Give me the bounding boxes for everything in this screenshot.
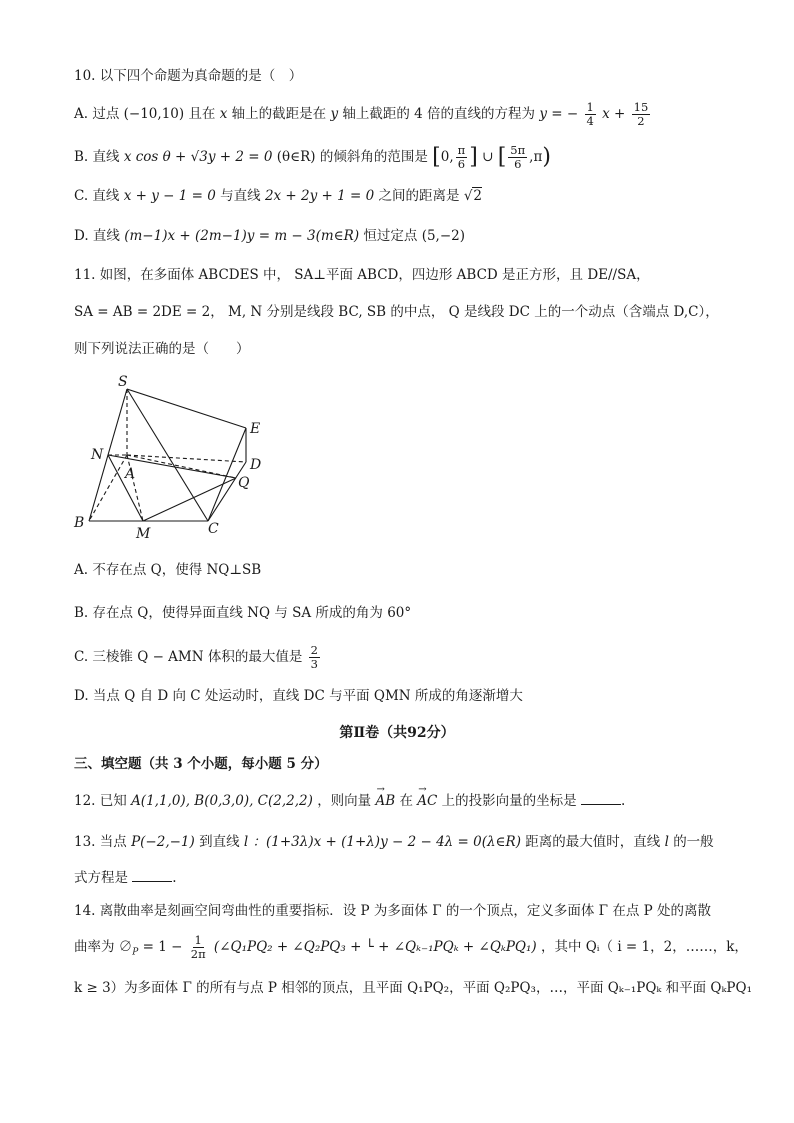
q10-b-eq: x cos θ + √3y + 2 = 0 bbox=[123, 149, 273, 165]
q12-points: A(1,1,0), B(0,3,0), C(2,2,2) bbox=[131, 793, 313, 809]
q14-text2: ，其中 Qᵢ（ i = 1，2，……，k， bbox=[540, 939, 748, 955]
q14-sum: (∠Q₁PQ₂ + ∠Q₂PQ₃ + └ + ∠Qₖ₋₁PQₖ + ∠QₖPQ₁) bbox=[213, 939, 537, 955]
q10-a-frac1: $\frac{1}{4}$ bbox=[586, 100, 594, 128]
q13-prefix: 13. 当点 bbox=[74, 834, 127, 850]
q12-answer-blank[interactable] bbox=[581, 792, 621, 805]
q10-d-point: (5,−2) bbox=[421, 228, 466, 244]
q10-a-point: (−10,10) bbox=[123, 106, 185, 122]
q10-b-prefix: B. 直线 bbox=[74, 149, 120, 165]
q11-stem-line2: SA = AB = 2DE = 2， M, N 分别是线段 BC, SB 的中点， Q 是线段 DC 上的一个动点（含端点 D,C）， bbox=[74, 304, 719, 320]
q10-a-frac2: $\frac{15}{2}$ bbox=[633, 100, 649, 128]
label-C: C bbox=[208, 521, 219, 537]
q11-option-a: A. 不存在点 Q，使得 NQ⊥SB bbox=[74, 562, 262, 578]
q11-option-b: B. 存在点 Q，使得异面直线 NQ 与 SA 所成的角为 60° bbox=[74, 605, 412, 621]
q10-d-prefix: D. 直线 bbox=[74, 228, 120, 244]
q13-text1: 到直线 bbox=[199, 834, 240, 850]
q11-option-c bbox=[74, 644, 734, 671]
q10-b-frac1: $\frac{\pi}{6}$ bbox=[457, 143, 466, 171]
q13-line-l2: l bbox=[664, 834, 669, 850]
q13-text2: 距离的最大值时，直线 bbox=[525, 834, 661, 850]
q13-text3: 的一般 bbox=[673, 834, 714, 850]
q12-text2: 在 bbox=[399, 793, 413, 809]
q10-d-eq: (m−1)x + (2m−1)y = m − 3(m∈R) bbox=[124, 228, 360, 244]
q10-c-prefix: C. 直线 bbox=[74, 188, 120, 204]
q11-option-d: D. 当点 Q 自 D 向 C 处运动时，直线 DC 与平面 QMN 所成的角逐渐增大 bbox=[74, 688, 523, 704]
q12-prefix: 12. 已知 bbox=[74, 793, 127, 809]
q13-equation: ：(1+3λ)x + (1+λ)y − 2 − 4λ = 0(λ∈R) bbox=[252, 834, 521, 850]
q14-curvature-symbol: ∅ bbox=[118, 939, 133, 955]
q14-line3: k ≥ 3）为多面体 Γ 的所有与点 P 相邻的顶点，且平面 Q₁PQ₂，平面 Q₂PQ₃，…，平面 Qₖ₋₁PQₖ 和平面 QₖPQ₁ bbox=[74, 980, 752, 996]
q12-text3: 上的投影向量的坐标是 bbox=[441, 793, 577, 809]
q13-line-l: l bbox=[243, 834, 249, 850]
q14-frac: $\frac{1}{2\pi}$ bbox=[190, 933, 206, 961]
q10-c-text1: 与直线 bbox=[220, 188, 261, 204]
q12-text1: ，则向量 bbox=[317, 793, 372, 809]
label-D: D bbox=[250, 457, 262, 473]
q10-a-text3: 轴上截距的 4 倍的直线的方程为 bbox=[342, 106, 536, 122]
q12-vector-ab: → AB bbox=[375, 791, 395, 811]
q10-d-text: 恒过定点 bbox=[363, 228, 418, 244]
section-fill-in-heading: 三、填空题（共 3 个小题，每小题 5 分） bbox=[74, 756, 328, 772]
label-B: B bbox=[74, 515, 85, 531]
q13-text4: 式方程是 bbox=[74, 870, 128, 886]
q13-point: P(−2,−1) bbox=[131, 834, 195, 850]
q10-a-eq: y = − bbox=[539, 106, 579, 122]
q10-c-eq1: x + y − 1 = 0 bbox=[123, 188, 216, 204]
q13-answer-blank[interactable] bbox=[132, 869, 172, 882]
q14-text1: 曲率为 bbox=[74, 939, 115, 955]
q11-stem-line1: 11. 如图，在多面体 ABCDES 中， SA⊥平面 ABCD，四边形 ABCD 是正方形，且 DE//SA， bbox=[74, 267, 650, 283]
label-E: E bbox=[250, 421, 261, 437]
q10-b-frac2: $\frac{5\pi}{6}$ bbox=[510, 143, 526, 171]
q10-a-text2: 轴上的截距是在 bbox=[231, 106, 327, 122]
q14-line1: 14. 离散曲率是刻画空间弯曲性的重要指标．设 P 为多面体 Γ 的一个顶点，定义多面体 Γ 在点 P 处的离散 bbox=[74, 903, 711, 919]
q10-b-text: 的倾斜角的范围是 bbox=[319, 149, 428, 165]
label-Q: Q bbox=[238, 475, 250, 491]
section-title: 第Ⅱ卷（共92分） bbox=[339, 725, 455, 741]
q14-line2 bbox=[74, 933, 748, 963]
q10-a-text1: 且在 bbox=[188, 106, 216, 122]
label-N: N bbox=[91, 447, 104, 463]
q10-a-y: y bbox=[330, 106, 339, 122]
polyhedron-figure bbox=[70, 372, 270, 544]
q10-a-prefix: A. 过点 bbox=[74, 106, 120, 122]
q10-a-eq2: x + bbox=[602, 106, 626, 122]
q10-a-x: x bbox=[219, 106, 228, 122]
q12-vector-ac: → AC bbox=[417, 791, 437, 811]
label-A: A bbox=[125, 466, 136, 482]
q11-stem-line3: 则下列说法正确的是（ ） bbox=[74, 341, 250, 357]
q14-sub-p: P bbox=[132, 947, 139, 958]
q10-option-a bbox=[74, 101, 734, 128]
q10-option-c: C. 直线 x + y − 1 = 0 与直线 2x + 2y + 1 = 0 之间的距离是 √2 bbox=[74, 188, 483, 204]
q10-c-text2: 之间的距离是 bbox=[378, 188, 460, 204]
q10-option-d bbox=[74, 226, 734, 246]
label-S: S bbox=[118, 374, 128, 390]
q11-c-text: C. 三棱锥 Q − AMN 体积的最大值是 bbox=[74, 649, 303, 665]
q14-eq: = 1 − bbox=[142, 939, 183, 955]
q10-b-cond: (θ∈R) bbox=[276, 149, 316, 165]
q13-line1 bbox=[74, 832, 734, 852]
label-M: M bbox=[136, 526, 151, 542]
q10-stem: 10. 以下四个命题为真命题的是（ ） bbox=[74, 68, 303, 84]
q10-b-range1: 0, bbox=[440, 149, 454, 165]
q10-option-b: B. 直线 x cos θ + √3y + 2 = 0 (θ∈R) 的倾斜角的范围是 [0, $\frac{\pi}{6}$ ] ∪ [ $\frac{5\pi}{6}$ ,π) bbox=[74, 143, 551, 171]
q10-c-sqrt: 2 bbox=[473, 188, 483, 204]
q13-line2: 式方程是 . bbox=[74, 870, 177, 886]
q10-c-eq2: 2x + 2y + 1 = 0 bbox=[264, 188, 375, 204]
q12: 12. 已知 A(1,1,0), B(0,3,0), C(2,2,2) ，则向量 → AB 在 → AC 上的投影向量的坐标是 . bbox=[74, 791, 734, 811]
q11-c-frac: $\frac{2}{3}$ bbox=[310, 643, 318, 671]
q10-b-range2: ,π bbox=[529, 149, 543, 165]
q10-b-union: ∪ bbox=[482, 149, 494, 165]
